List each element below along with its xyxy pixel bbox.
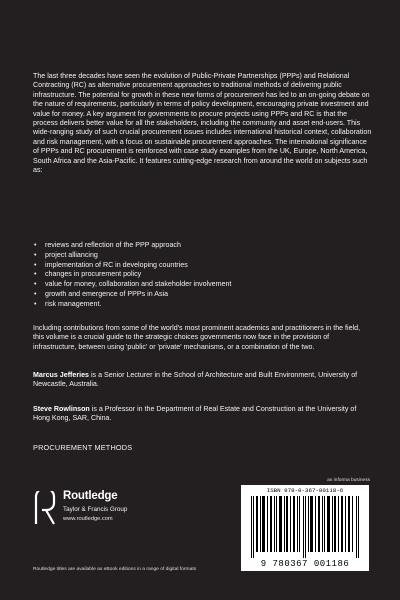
- list-item: • growth and emergence of PPPs in Asia: [33, 290, 363, 300]
- author-bio-text: is a Professor in the Department of Real Estate and Construction at the University of Hong Kong, SAR, China.: [33, 405, 357, 423]
- publisher-url: www.routledge.com: [63, 516, 113, 522]
- author-name: Steve Rowlinson: [33, 405, 90, 413]
- informa-tagline: an informa business: [327, 478, 370, 483]
- author-bio-text: is a Senior Lecturer in the School of Architecture and Built Environment, University of Newcastle, Australia.: [33, 371, 358, 389]
- summary-paragraph: Including contributions from some of the world's most prominent academics and practitioners in the field, this volume is a crucial guide to the strategic choices governments now face in the provision of infrastructure, between using 'public' or 'private' mechanisms, or a combination of the two.: [33, 324, 361, 351]
- list-item: • implementation of RC in developing countries: [33, 261, 363, 271]
- isbn-text: ISBN 978-0-367-00118-6: [266, 487, 344, 494]
- isbn-barcode: [241, 485, 369, 571]
- routledge-logo-icon: [33, 491, 57, 525]
- publisher-group: Taylor & Francis Group: [63, 506, 128, 513]
- publisher-name: Routledge: [63, 490, 118, 502]
- ebook-note: Routledge titles are available as eBook editions in a range of digital formats: [33, 567, 197, 572]
- list-item: • reviews and reflection of the PPP approach: [33, 241, 363, 251]
- topics-list: [33, 241, 363, 310]
- author-name: Marcus Jefferies: [33, 371, 89, 379]
- barcode-bars: [249, 496, 361, 558]
- author-bio-rowlinson: [33, 405, 373, 424]
- list-item: • value for money, collaboration and stakeholder involvement: [33, 280, 363, 290]
- series-title: PROCUREMENT METHODS: [33, 443, 133, 452]
- list-item: • risk management.: [33, 300, 363, 310]
- list-item: • changes in procurement policy: [33, 270, 363, 280]
- author-bio-jefferies: [33, 371, 373, 390]
- barcode-digits: 9 780367 001186: [260, 559, 350, 569]
- blurb-paragraph: The last three decades have seen the evolution of Public-Private Partnerships (PPPs) and Relational Contracting (RC) as alternative procurement approaches to traditional methods of delivering public infrastructure. The potential for growth in these new forms of procurement has led to an on-going debate on the nature of requirements, particularly in terms of policy development, encouraging private investment and value for money. A key argument for governments to procure projects using PPPs and RC is that the process delivers better value for all the stakeholders, including the community and asset end-users. This wide-ranging study of such crucial procurement issues includes international historical context, collaboration and risk management, with a focus on sustainable procurement approaches. The international significance of PPPs and RC procurement is reinforced with case study examples from the UK, Europe, North America, South Africa and the Asia-Pacific. It features cutting-edge research from around the world on subjects such as:: [33, 72, 372, 175]
- list-item: • project alliancing: [33, 251, 363, 261]
